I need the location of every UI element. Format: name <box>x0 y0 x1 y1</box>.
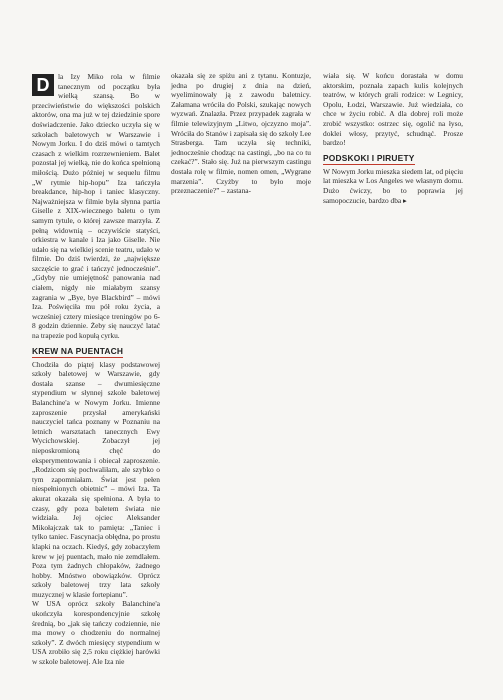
section-body: Chodziła do piątej klasy podstawowej szkoły baletowej w Warszawie, gdy dostała szanse – dwumiesięczne stypendium w słynnej szkole baletowej Balanchine'a w Nowym Jorku. Imienne zaproszenie przysłał amerykański nauczyciel tańca poznany w Poznaniu na letnich warsztatach tanecznych Ewy Wycichowskiej. Zobaczył jej nieposkromioną chęć do eksperymentowania i obiecał zaproszenie. „Rodzicom się pochwaliłam, ale szybko o tym zapomniałam. Świat jest pełen niespełnionych obietnic” – mówi Iza. Ta akurat okazała się spełniona. A była to czasy, gdy poza baletem świata nie widziała. Jej ojciec Aleksander Mikołajczak tak to pamięta: „Taniec i tylko taniec. Fascynacja obłędna, po prostu klapki na oczach. Kiedyś, gdy zobaczyłem krew w jej puentach, mało nie zemdlałem. Poza tym żadnych chłopaków, żadnego hobby. Mnóstwo obowiązków. Oprócz szkoły baletowej trzy lata szkoły muzycznej w klasie fortepianu”. <box>32 359 160 599</box>
section-heading-krew-na-puentach: KREW NA PUENTACH <box>32 345 124 356</box>
column-3-section-body: W Nowym Jorku mieszka siedem lat, od pięciu lat mieszka w Los Angeles we własnym domu. Dużo ćwiczy, bo to poprawia jej samopoczucie, bardzo dba ▸ <box>323 166 463 205</box>
column-3 <box>323 71 463 205</box>
column-2 <box>171 71 311 196</box>
column-2-text: okazała się ze spiżu ani z tytanu. Kontuzje, jedna po drugiej z dnia na dzień, wyeliminowały ją z zawodu baletnicy. Załamana wróciła do Polski, szukając nowych wyzwań. Znalazła. Przez przypadek zagrała w filmie telewizyjnym „Litwo, ojczyzno moja”. Wróciła do Stanów i zapisała się do szkoły Lee Strasberga. Tam uczyła się techniki, jednocześnie chodząc na castingi, „bo na co tu czekać?”. Stało się. Już na pierwszym castingu dostała rolę w filmie, nomen omen, „Wygrane marzenia”. Czyżby to było moje przeznaczenie?” – zastana- <box>171 71 311 196</box>
section-heading-podskoki-i-piruety: PODSKOKI I PIRUETY <box>323 152 415 163</box>
section-body-continued: W USA oprócz szkoły Balanchine'a ukończyła korespondencyjnie szkołę średnią, bo „jak się tańczy codziennie, nie ma mowy o chodzeniu do normalnej szkoły”. Z dwóch miesięcy stypendium w USA zrobiło się 2,5 roku ciężkiej harówki w szkole baletowej. Ale Iza nie <box>32 599 160 667</box>
intro-text: la Izy Miko rola w filmie tanecznym od początku była wielką szansą. Bo w przeciwieństwie do większości polskich aktorów, ona ma już w tej dziedzinie spore doświadczenie. Jako dziecko uczyła się w szkołach baletowych w Warszawie i Nowym Jorku. I do dziś mówi o tamtych czasach z wielkim rozrzewnieniem. Balet pozostał jej wielką, nie do końca spełnioną miłością. Dużo później w sequelu filmu „W rytmie hip-hopu” Iza tańczyła breakdance, hip-hop i taniec klasyczny. Najważniejsza w filmie była słynna partia Giselle z XIX-wiecznego baletu o tym samym tytule, o której zawsze marzyła. Z pełną widownią – oczywiście statyści, orkiestra w kanale i Iza jako Giselle. Nie udało się na wielkiej scenie teatru, udało w filmie. Do dziś twierdzi, że „największe szczęście to grać i tańczyć jednocześnie”. „Gdyby nie umiejętność panowania nad ciałem, nigdy nie miałabym szansy zagrania w „Bye, bye Blackbird” – mówi Iza. Poświęciła mu pół roku życia, a wcześniej cztery miesiące treningów po 6-8 godzin dziennie. Żeby się nauczyć latać na trapezie pod kopułą cyrku. <box>32 72 160 341</box>
drop-cap: D <box>32 74 54 96</box>
intro-paragraph <box>32 72 160 341</box>
column-3-text: wiała się. W końcu dorastała w domu aktorskim, poznała zapach kulis kolejnych teatrów, w których grali rodzice: w Legnicy, Opolu, Łodzi, Warszawie. Już wiedziała, co chce w życiu robić. A dla dobrej roli może zrobić wszystko: ostrzec się, ogolić na łyso, doklei włosy, przytyć, schudnąć. Prosze bardzo! <box>323 71 463 148</box>
column-1 <box>32 72 160 667</box>
